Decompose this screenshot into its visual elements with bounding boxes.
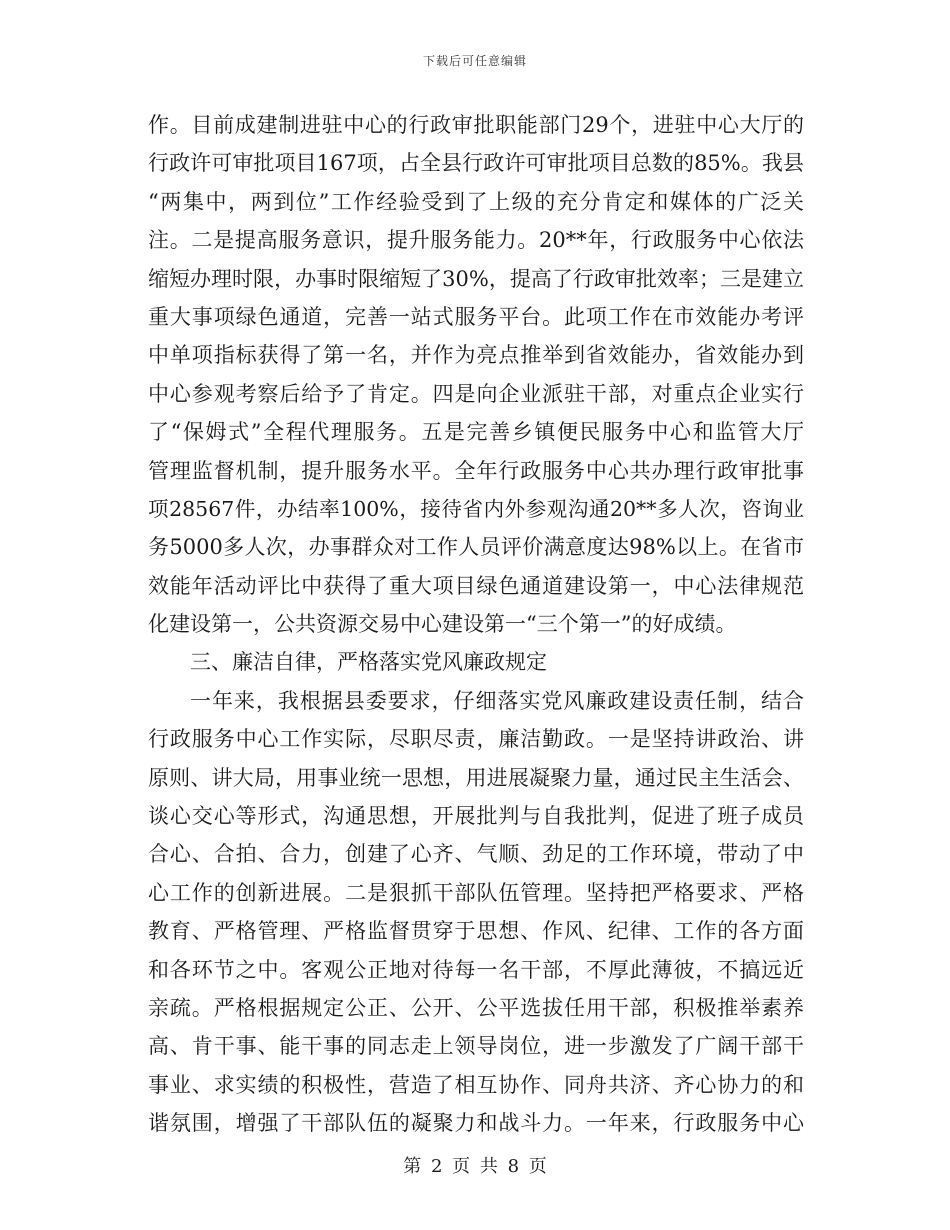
text-line: 和各环节之中。客观公正地对待每一名干部，不厚此薄彼，不搞远近 <box>148 957 804 982</box>
text-line: 行政服务中心工作实际，尽职尽责，廉洁勤政。一是坚持讲政治、讲 <box>148 727 804 752</box>
text-line: 亲疏。严格根据规定公正、公开、公平选拔任用干部，积极推举素养 <box>148 995 804 1020</box>
text-line: 重大事项绿色通道，完善一站式服务平台。此项工作在市效能办考评 <box>148 304 804 329</box>
text-line: 行政许可审批项目167项，占全县行政许可审批项目总数的85%。我县 <box>148 151 804 176</box>
text-line: 高、肯干事、能干事的同志走上领导岗位，进一步激发了广阔干部干 <box>148 1034 804 1059</box>
text-line: 缩短办理时限，办事时限缩短了30%，提高了行政审批效率；三是建立 <box>148 266 804 291</box>
text-line: 中心参观考察后给予了肯定。四是向企业派驻干部，对重点企业实行 <box>148 381 804 406</box>
text-line: 教育、严格管理、严格监督贯穿于思想、作风、纪律、工作的各方面 <box>148 919 804 944</box>
page-number-footer: 第 2 页 共 8 页 <box>403 1156 547 1177</box>
text-line: “两集中，两到位”工作经验受到了上级的充分肯定和媒体的广泛关 <box>148 189 804 214</box>
text-line: 注。二是提高服务意识，提升服务能力。20**年，行政服务中心依法 <box>148 228 804 253</box>
text-line: 中单项指标获得了第一名，并作为亮点推举到省效能办，省效能办到 <box>148 343 804 368</box>
text-line: 心工作的创新进展。二是狠抓干部队伍管理。坚持把严格要求、严格 <box>148 880 804 905</box>
text-line: 项28567件，办结率100%，接待省内外参观沟通20**多人次，咨询业 <box>148 496 804 521</box>
text-line: 作。目前成建制进驻中心的行政审批职能部门29个，进驻中心大厅的 <box>148 113 804 137</box>
text-line: 合心、合拍、合力，创建了心齐、气顺、劲足的工作环境，带动了中 <box>148 842 804 867</box>
document-body <box>148 106 804 1143</box>
text-line: 原则、讲大局，用事业统一思想，用进展凝聚力量，通过民主生活会、 <box>148 765 804 790</box>
text-line: 管理监督机制，提升服务水平。全年行政服务中心共办理行政审批事 <box>148 458 804 483</box>
text-line: 务5000多人次，办事群众对工作人员评价满意度达98%以上。在省市 <box>148 535 804 560</box>
text-line: 谐氛围，增强了干部队伍的凝聚力和战斗力。一年来，行政服务中心 <box>148 1111 804 1136</box>
text-line: 了“保姆式”全程代理服务。五是完善乡镇便民服务中心和监管大厅 <box>148 420 804 445</box>
text-line: 化建设第一，公共资源交易中心建设第一“三个第一”的好成绩。 <box>148 612 737 637</box>
section-heading: 三、廉洁自律，严格落实党风廉政规定 <box>190 650 547 675</box>
text-line: 事业、求实绩的积极性，营造了相互协作、同舟共济、齐心协力的和 <box>148 1072 804 1097</box>
text-line: 效能年活动评比中获得了重大项目绿色通道建设第一，中心法律规范 <box>148 573 804 598</box>
text-line: 谈心交心等形式，沟通思想，开展批判与自我批判，促进了班子成员 <box>148 804 804 829</box>
text-line: 一年来，我根据县委要求，仔细落实党风廉政建设责任制，结合 <box>190 688 804 713</box>
page-header: 下载后可任意编辑 <box>422 54 527 68</box>
